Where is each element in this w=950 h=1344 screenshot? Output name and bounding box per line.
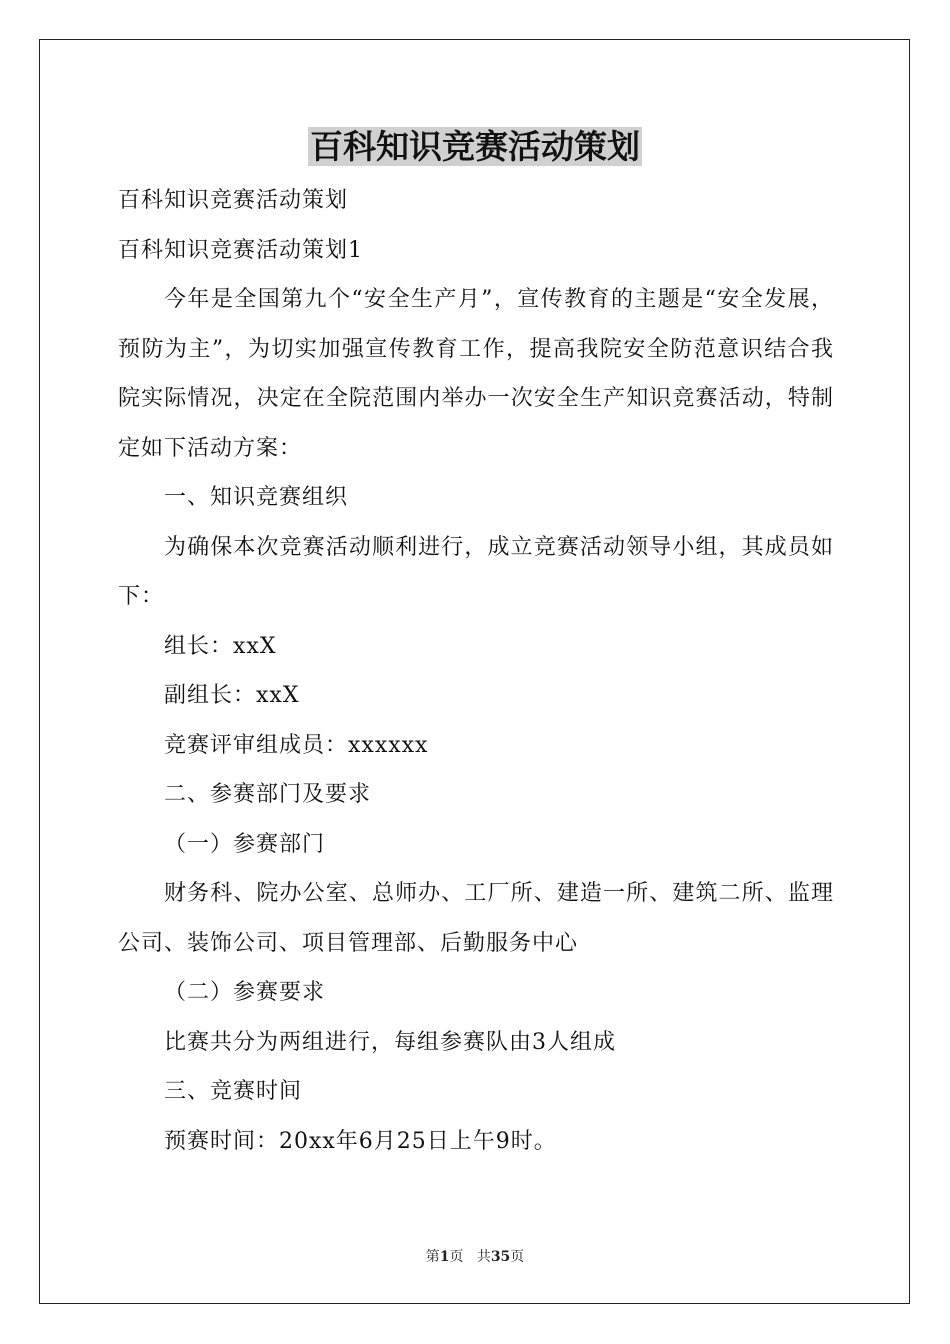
footer-page-label: 页 [449, 1249, 464, 1265]
footer-prefix: 第 [425, 1249, 440, 1265]
subtitle: 百科知识竞赛活动策划 [118, 188, 349, 213]
page-footer [0, 1247, 950, 1267]
current-page-number: 1 [439, 1249, 450, 1265]
departments-paragraph: 财务科、院办公室、总师办、工厂所、建造一所、建筑二所、监理公司、装饰公司、项目管理部、后勤服务中心 [118, 881, 834, 956]
section-heading: 百科知识竞赛活动策划1 [118, 237, 363, 263]
preliminary-time-line: 预赛时间：20xx年6月25日上午9时。 [164, 1128, 557, 1154]
section-heading-3: 三、竞赛时间 [164, 1079, 303, 1104]
deputy-leader-line: 副组长：xxX [164, 683, 300, 708]
document-title [0, 124, 950, 170]
section-heading-2: 二、参赛部门及要求 [164, 782, 372, 807]
footer-total-prefix: 共 [476, 1249, 491, 1265]
section-heading-1: 一、知识竞赛组织 [164, 485, 349, 510]
intro-paragraph: 今年是全国第九个“安全生产月”，宣传教育的主题是“安全发展，预防为主”，为切实加强宣传教育工作，提高我院安全防范意识结合我院实际情况，决定在全院范围内举办一次安全生产知识竞赛活动，特制定如下活动方案： [118, 287, 834, 461]
footer-total-suffix: 页 [510, 1249, 525, 1265]
subsection-heading-requirements: （二）参赛要求 [164, 980, 326, 1005]
jury-members-line: 竞赛评审组成员：xxxxxx [164, 732, 429, 758]
document-title-text: 百科知识竞赛活动策划 [310, 127, 640, 166]
requirements-paragraph: 比赛共分为两组进行，每组参赛队由3人组成 [164, 1029, 616, 1055]
leader-line: 组长：xxX [164, 633, 277, 659]
subsection-heading-departments: （一）参赛部门 [164, 831, 326, 857]
total-page-count: 35 [490, 1249, 511, 1265]
document-body [118, 176, 834, 1166]
organization-paragraph: 为确保本次竞赛活动顺利进行，成立竞赛活动领导小组，其成员如下： [118, 534, 834, 609]
